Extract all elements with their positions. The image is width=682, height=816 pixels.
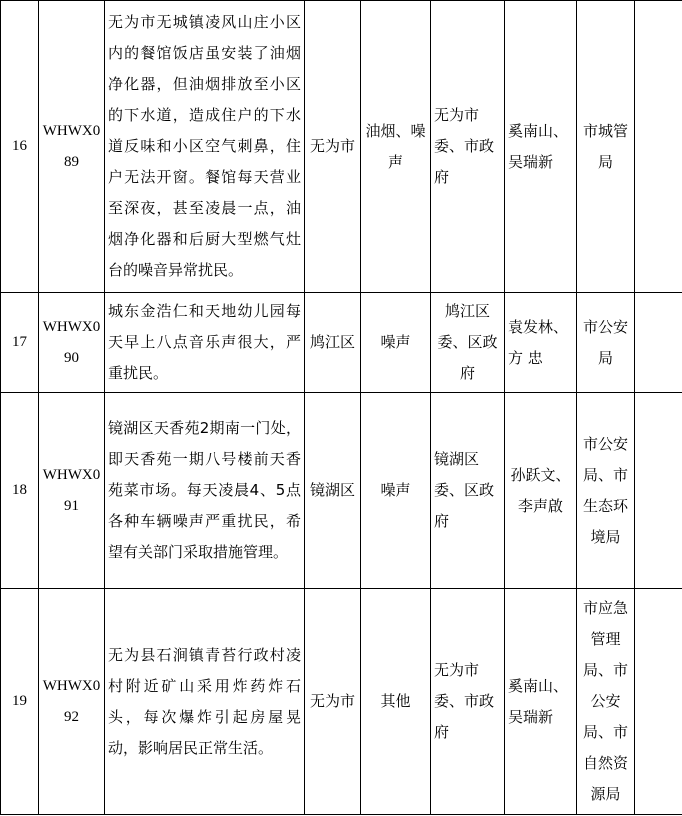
table-row [1, 589, 682, 815]
responsible-leaders: 袁发林、方 忠 [505, 293, 577, 393]
lead-unit: 市应急管理局、市公安局、市自然资源局 [577, 589, 635, 815]
empty-cell [635, 1, 682, 293]
lead-unit: 市公安局 [577, 293, 635, 393]
lead-unit: 市公安局、市生态环境局 [577, 393, 635, 589]
pollution-type: 其他 [361, 589, 431, 815]
complaint-description: 无为县石涧镇青苔行政村凌村附近矿山采用炸药炸石头，每次爆炸引起房屋晃动，影响居民正常生活。 [105, 589, 305, 815]
pollution-type: 噪声 [361, 293, 431, 393]
row-number: 18 [1, 393, 39, 589]
case-code: WHWX091 [39, 393, 105, 589]
responsible-leaders: 奚南山、吴瑞新 [505, 1, 577, 293]
case-code: WHWX092 [39, 589, 105, 815]
table-row [1, 393, 682, 589]
empty-cell [635, 293, 682, 393]
row-number: 16 [1, 1, 39, 293]
region: 镜湖区 [305, 393, 361, 589]
pollution-type: 油烟、噪声 [361, 1, 431, 293]
row-number: 19 [1, 589, 39, 815]
table-row [1, 293, 682, 393]
pollution-type: 噪声 [361, 393, 431, 589]
responsible-leaders: 孙跃文、李声啟 [505, 393, 577, 589]
responsible-leaders: 奚南山、吴瑞新 [505, 589, 577, 815]
complaint-description: 无为市无城镇凌风山庄小区内的餐馆饭店虽安装了油烟净化器，但油烟排放至小区的下水道，造成住户的下水道反味和小区空气刺鼻，住户无法开窗。餐馆每天营业至深夜，甚至凌晨一点，油烟净化器和后厨大型燃气灶台的噪音异常扰民。 [105, 1, 305, 293]
case-code: WHWX089 [39, 1, 105, 293]
region: 无为市 [305, 589, 361, 815]
table-row [1, 1, 682, 293]
region: 鸠江区 [305, 293, 361, 393]
region: 无为市 [305, 1, 361, 293]
empty-cell [635, 589, 682, 815]
responsible-party: 无为市委、市政府 [431, 1, 505, 293]
lead-unit: 市城管局 [577, 1, 635, 293]
case-code: WHWX090 [39, 293, 105, 393]
responsible-party: 无为市委、市政府 [431, 589, 505, 815]
responsible-party: 鸠江区委、区政府 [431, 293, 505, 393]
complaint-description: 镜湖区天香苑2期南一门处，即天香苑一期八号楼前天香苑菜市场。每天凌晨4、5点各种车辆噪声严重扰民，希望有关部门采取措施管理。 [105, 393, 305, 589]
complaint-description: 城东金浩仁和天地幼儿园每天早上八点音乐声很大，严重扰民。 [105, 293, 305, 393]
responsible-party: 镜湖区委、区政府 [431, 393, 505, 589]
row-number: 17 [1, 293, 39, 393]
empty-cell [635, 393, 682, 589]
